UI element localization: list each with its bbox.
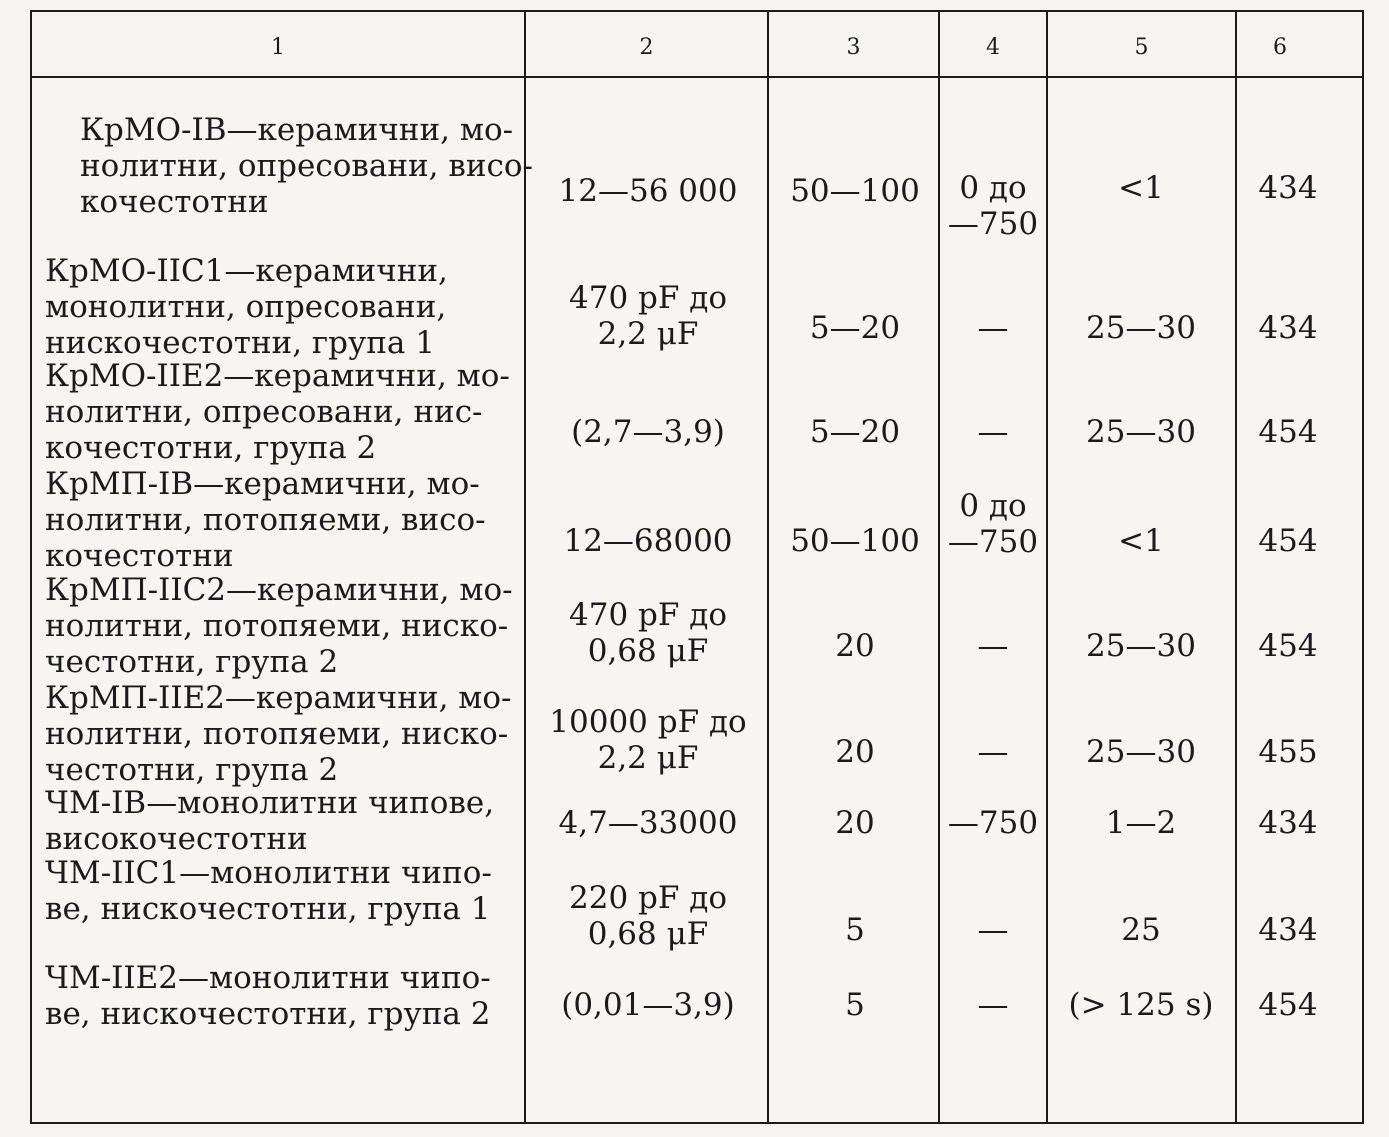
cell-line: 434 [1258,912,1318,948]
cell-line: — [977,310,1009,346]
row-c5-value [1048,912,1234,948]
cell-line: 50—100 [790,173,920,209]
row-name-line: КрМП-IВ—керамични, мо- [45,466,480,502]
cell-line: —750 [947,524,1039,560]
cell-line: 5—20 [809,414,901,450]
row-name-line: кочестотни, група 2 [45,430,377,466]
row-c5-value [1048,805,1234,841]
cell-line: 434 [1258,805,1318,841]
row-name [45,785,515,857]
row-c2-value [528,280,768,352]
row-c6-value [1238,628,1338,664]
cell-line: — [977,912,1009,948]
row-name-line: нолитни, опресовани, нис- [45,394,483,430]
cell-line: 0,68 μF [587,633,709,669]
row-name-line: нолитни, потопяеми, ниско- [45,608,509,644]
row-name-line: ЧМ-IIЕ2—монолитни чипо- [45,960,491,996]
row-c6-value [1238,414,1338,450]
cell-line: 454 [1258,523,1318,559]
row-name-line: ве, нискочестотни, група 2 [45,996,491,1032]
cell-line: 12—68000 [563,523,733,559]
row-c3-value [772,414,938,450]
row-c2-value [528,805,768,841]
row-name-line: нолитни, потопяеми, висо- [45,502,486,538]
row-c2-value [528,414,768,450]
cell-line: (> 125 s) [1068,987,1214,1023]
row-c5-value [1048,987,1234,1023]
row-c4-value [940,488,1046,560]
cell-line: 470 pF до [569,280,727,316]
row-name [45,680,515,788]
cell-line: 0,68 μF [587,916,709,952]
row-name-line: високочестотни [45,821,308,857]
cell-line: 25 [1121,912,1161,948]
row-c2-value [528,987,768,1023]
cell-line: 4,7—33000 [558,805,738,841]
row-c6-value [1238,310,1338,346]
cell-line: 5—20 [809,310,901,346]
row-c2-value [528,597,768,669]
row-name-line: КрМО-IВ—керамични, мо- [80,112,514,148]
cell-line: 454 [1258,414,1318,450]
row-c3-value [772,173,938,209]
row-name-line: кочестотни [80,184,269,220]
cell-line: 5 [845,912,865,948]
row-c4-value [940,734,1046,770]
row-name [45,960,515,1032]
row-name-line: честотни, група 2 [45,644,339,680]
row-c2-value [528,704,768,776]
cell-line: 470 pF до [569,597,727,633]
row-c2-value [528,880,768,952]
row-name [45,358,515,466]
row-name [45,855,515,927]
row-c6-value [1238,805,1338,841]
cell-line: 454 [1258,628,1318,664]
cell-line: 50—100 [790,523,920,559]
cell-line: — [977,628,1009,664]
row-c5-value [1048,734,1234,770]
cell-line: 20 [835,805,875,841]
row-name [45,466,515,574]
row-name [45,572,515,680]
row-c6-value [1238,170,1338,206]
header-divider [30,76,1364,78]
header-col-4: 4 [986,35,1000,60]
header-col-1: 1 [271,35,285,60]
cell-line: 220 pF до [569,880,727,916]
row-c5-value [1048,414,1234,450]
header-col-6: 6 [1273,35,1287,60]
cell-line: 2,2 μF [597,740,699,776]
row-c4-value [940,414,1046,450]
row-name-line: нолитни, потопяеми, ниско- [45,716,509,752]
cell-line: 25—30 [1086,628,1196,664]
cell-line: 454 [1258,987,1318,1023]
row-name-line: честотни, група 2 [45,752,339,788]
row-c5-value [1048,170,1234,206]
row-c3-value [772,912,938,948]
row-c6-value [1238,734,1338,770]
row-name-line: кочестотни [45,538,234,574]
header-col-3: 3 [846,35,861,60]
column-divider [1235,10,1237,1124]
cell-line: —750 [947,206,1039,242]
row-c4-value [940,987,1046,1023]
cell-line: — [977,734,1009,770]
row-c4-value [940,310,1046,346]
row-name-line: КрМП-IIС2—керамични, мо- [45,572,513,608]
cell-line: (2,7—3,9) [571,414,725,450]
row-name-line: ЧМ-IIС1—монолитни чипо- [45,855,492,891]
cell-line: 5 [845,987,865,1023]
row-name-line: монолитни, опресовани, [45,289,447,325]
cell-line: 455 [1258,734,1318,770]
row-name-line: нискочестотни, група 1 [45,325,435,361]
row-c6-value [1238,912,1338,948]
row-c5-value [1048,628,1234,664]
row-name-line: КрМО-IIС1—керамични, [45,253,448,289]
cell-line: 20 [835,734,875,770]
row-c6-value [1238,987,1338,1023]
cell-line: 25—30 [1086,414,1196,450]
cell-line: 25—30 [1086,734,1196,770]
row-name-line: ве, нискочестотни, група 1 [45,891,491,927]
row-name-line: нолитни, опресовани, висо- [80,148,533,184]
row-c4-value [940,805,1046,841]
row-name-line: ЧМ-IВ—монолитни чипове, [45,785,495,821]
row-c3-value [772,628,938,664]
row-c4-value [940,912,1046,948]
cell-line: 20 [835,628,875,664]
row-name [45,253,515,361]
cell-line: <1 [1118,170,1164,206]
header-col-2: 2 [639,35,654,60]
cell-line: 434 [1258,310,1318,346]
cell-line: 2,2 μF [597,316,699,352]
cell-line: 1—2 [1105,805,1177,841]
cell-line: 0 до [959,488,1027,524]
row-c2-value [528,173,768,209]
header-col-5: 5 [1134,35,1149,60]
cell-line: 434 [1258,170,1318,206]
cell-line: 25—30 [1086,310,1196,346]
cell-line: 0 до [959,170,1027,206]
cell-line: 10000 pF до [549,704,747,740]
row-c5-value [1048,310,1234,346]
row-name [80,112,550,220]
cell-line: — [977,987,1009,1023]
row-c6-value [1238,523,1338,559]
cell-line: (0,01—3,9) [561,987,735,1023]
row-name-line: КрМО-IIЕ2—керамични, мо- [45,358,510,394]
row-name-line: КрМП-IIЕ2—керамични, мо- [45,680,512,716]
row-c4-value [940,170,1046,242]
cell-line: <1 [1118,523,1164,559]
row-c3-value [772,987,938,1023]
row-c4-value [940,628,1046,664]
row-c3-value [772,310,938,346]
row-c2-value [528,523,768,559]
cell-line: —750 [947,805,1039,841]
cell-line: 12—56 000 [558,173,738,209]
cell-line: — [977,414,1009,450]
row-c5-value [1048,523,1234,559]
row-c3-value [772,805,938,841]
row-c3-value [772,734,938,770]
row-c3-value [772,523,938,559]
